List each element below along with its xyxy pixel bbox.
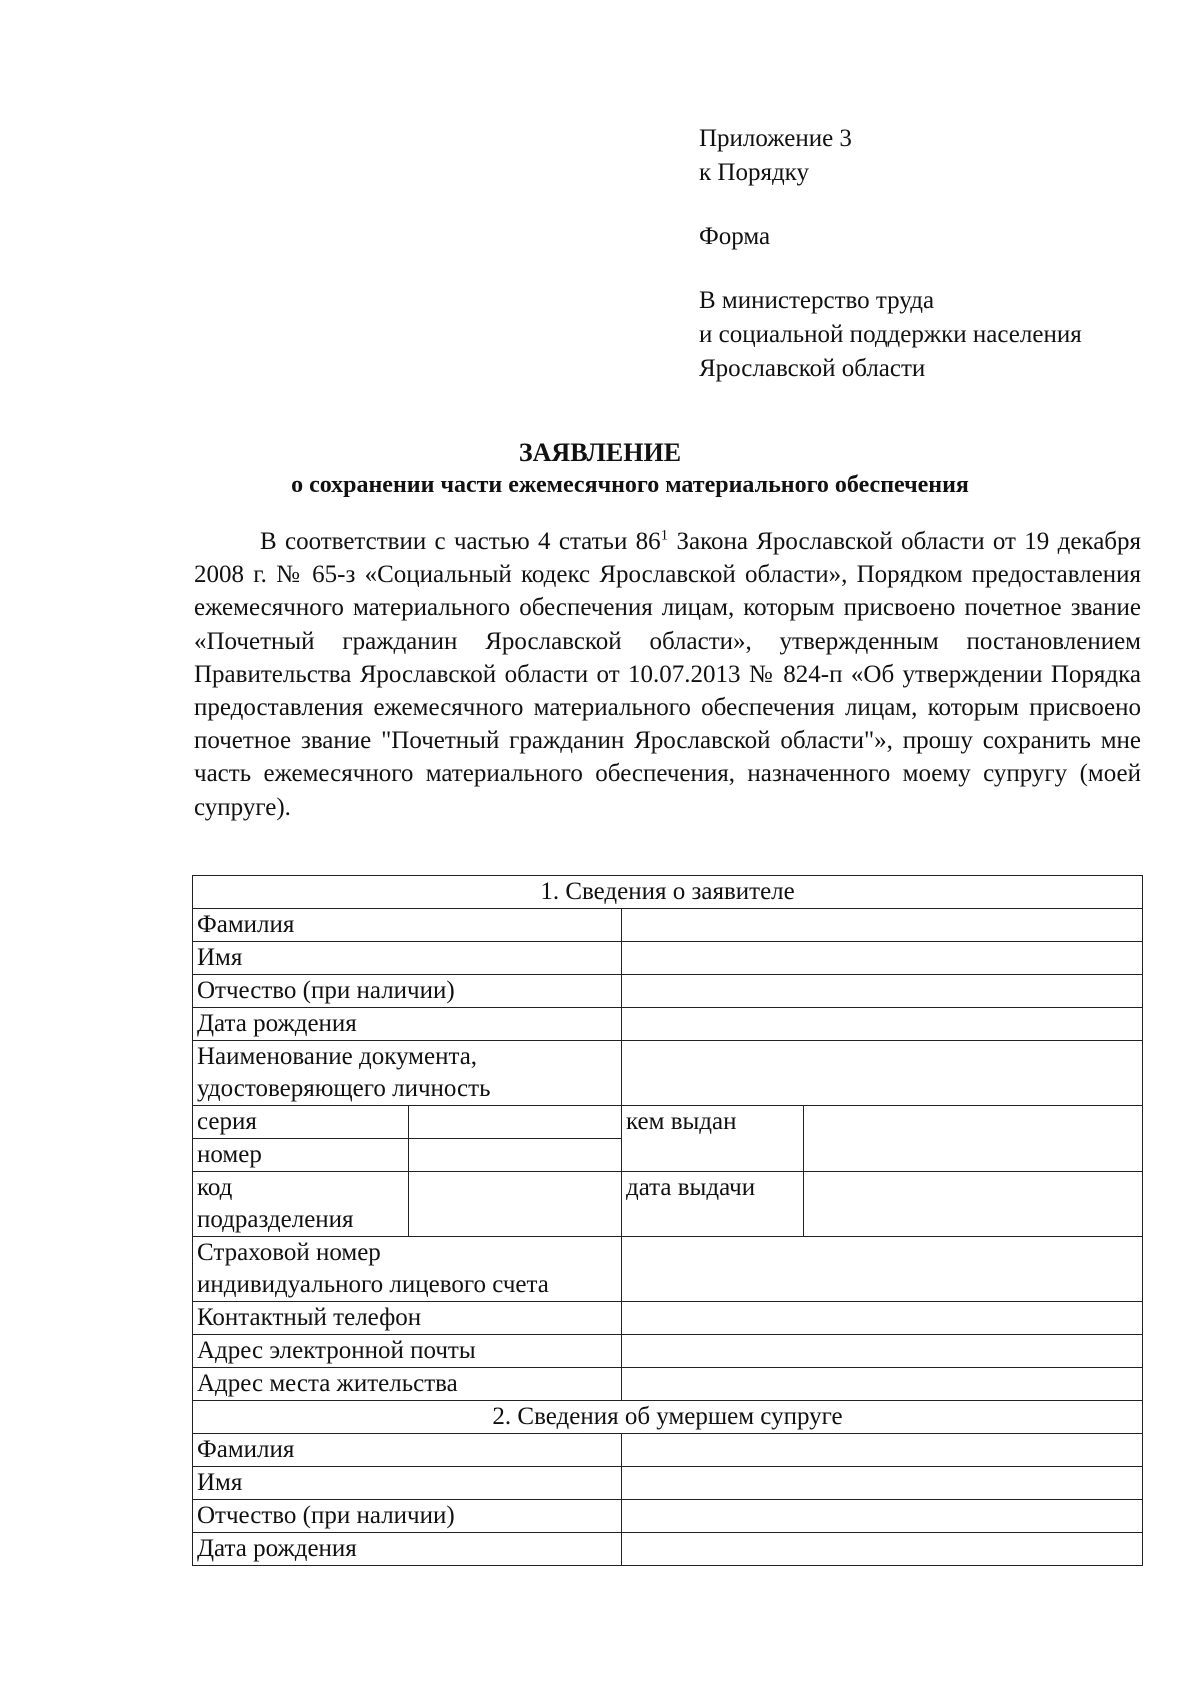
- body-paragraph: [194, 525, 1141, 824]
- table-row: [193, 975, 1143, 1008]
- application-form-table: [192, 875, 1143, 1566]
- snils-label-line-1: Страховой номер: [197, 1239, 381, 1266]
- spouse-surname-field[interactable]: [622, 1434, 1143, 1467]
- snils-label: [193, 1237, 622, 1302]
- section-2-header: 2. Сведения об умершем супруге: [193, 1401, 1143, 1434]
- patronymic-label: Отчество (при наличии): [193, 975, 622, 1008]
- surname-field[interactable]: [622, 909, 1143, 942]
- table-row: [193, 909, 1143, 942]
- addressee-line-3: Ярославской области: [699, 355, 926, 382]
- spouse-surname-label: Фамилия: [193, 1434, 622, 1467]
- table-row: [193, 1302, 1143, 1335]
- address-label: Адрес места жительства: [193, 1368, 622, 1401]
- table-row: [193, 1401, 1143, 1434]
- body-part-1: В соответствии с частью 4 статьи 86: [260, 528, 661, 555]
- spouse-name-label: Имя: [193, 1467, 622, 1500]
- table-row: [193, 1172, 1143, 1237]
- document-name-label-line-1: Наименование документа,: [197, 1043, 478, 1070]
- birth-date-label: Дата рождения: [193, 1008, 622, 1041]
- table-row: [193, 942, 1143, 975]
- addressee-line-2: и социальной поддержки населения: [699, 321, 1082, 348]
- appendix-label: Приложение 3: [699, 125, 852, 152]
- series-label: серия: [193, 1106, 409, 1139]
- document-title: [0, 437, 1200, 501]
- body-part-2: Закона Ярославской области от 19 декабря 2008 г. № 65-з «Социальный кодекс Ярославской области», Порядком предоставления ежемесячного материального обеспечения лицам, которым присвоено почетное звание «Почетный гражданин Ярославской области», утвержденным постановлением Правительства Ярославской области от 10.07.2013 № 824-п «Об утверждении Порядка предоставления ежемесячного материального обеспечения лицам, которым присвоено почетное звание "Почетный гражданин Ярославской области"», прошу сохранить мне часть ежемесячного материального обеспечения, назначенного моему супругу (моей супруге).: [194, 528, 1142, 821]
- spouse-name-field[interactable]: [622, 1467, 1143, 1500]
- email-field[interactable]: [622, 1335, 1143, 1368]
- document-name-label-line-2: удостоверяющего личность: [197, 1075, 491, 1102]
- header-block: [699, 122, 1169, 386]
- title-main: ЗАЯВЛЕНИЕ: [518, 438, 682, 467]
- article-superscript: 1: [660, 527, 669, 544]
- form-label: Форма: [699, 223, 771, 250]
- spouse-patronymic-field[interactable]: [622, 1500, 1143, 1533]
- division-code-label: [193, 1172, 409, 1237]
- issue-date-label: дата выдачи: [622, 1172, 804, 1237]
- series-field[interactable]: [409, 1106, 622, 1139]
- table-row: [193, 1237, 1143, 1302]
- name-field[interactable]: [622, 942, 1143, 975]
- addressee-line-1: В министерство труда: [699, 287, 935, 314]
- birth-date-field[interactable]: [622, 1008, 1143, 1041]
- address-field[interactable]: [622, 1368, 1143, 1401]
- title-subtitle: о сохранении части ежемесячного материального обеспечения: [291, 472, 969, 498]
- table-row: [193, 1041, 1143, 1106]
- table-row: [193, 1533, 1143, 1566]
- division-code-label-line-1: код: [197, 1174, 233, 1201]
- section-1-header: 1. Сведения о заявителе: [193, 876, 1143, 909]
- spouse-birth-date-label: Дата рождения: [193, 1533, 622, 1566]
- spouse-birth-date-field[interactable]: [622, 1533, 1143, 1566]
- table-row: [193, 1335, 1143, 1368]
- issue-date-field[interactable]: [804, 1172, 1143, 1237]
- surname-label: Фамилия: [193, 909, 622, 942]
- document-name-field[interactable]: [622, 1041, 1143, 1106]
- table-row: [193, 1008, 1143, 1041]
- snils-field[interactable]: [622, 1237, 1143, 1302]
- email-label: Адрес электронной почты: [193, 1335, 622, 1368]
- number-label: номер: [193, 1139, 409, 1172]
- table-row: [193, 1500, 1143, 1533]
- phone-field[interactable]: [622, 1302, 1143, 1335]
- order-reference: к Порядку: [699, 159, 809, 186]
- phone-label: Контактный телефон: [193, 1302, 622, 1335]
- name-label: Имя: [193, 942, 622, 975]
- table-row: [193, 876, 1143, 909]
- spouse-patronymic-label: Отчество (при наличии): [193, 1500, 622, 1533]
- issued-by-label: кем выдан: [622, 1106, 804, 1172]
- snils-label-line-2: индивидуального лицевого счета: [197, 1271, 549, 1298]
- table-row: [193, 1106, 1143, 1139]
- division-code-label-line-2: подразделения: [197, 1206, 354, 1233]
- document-name-label: [193, 1041, 622, 1106]
- patronymic-field[interactable]: [622, 975, 1143, 1008]
- issued-by-field[interactable]: [804, 1106, 1143, 1172]
- number-field[interactable]: [409, 1139, 622, 1172]
- table-row: [193, 1467, 1143, 1500]
- table-row: [193, 1434, 1143, 1467]
- table-row: [193, 1368, 1143, 1401]
- division-code-field[interactable]: [409, 1172, 622, 1237]
